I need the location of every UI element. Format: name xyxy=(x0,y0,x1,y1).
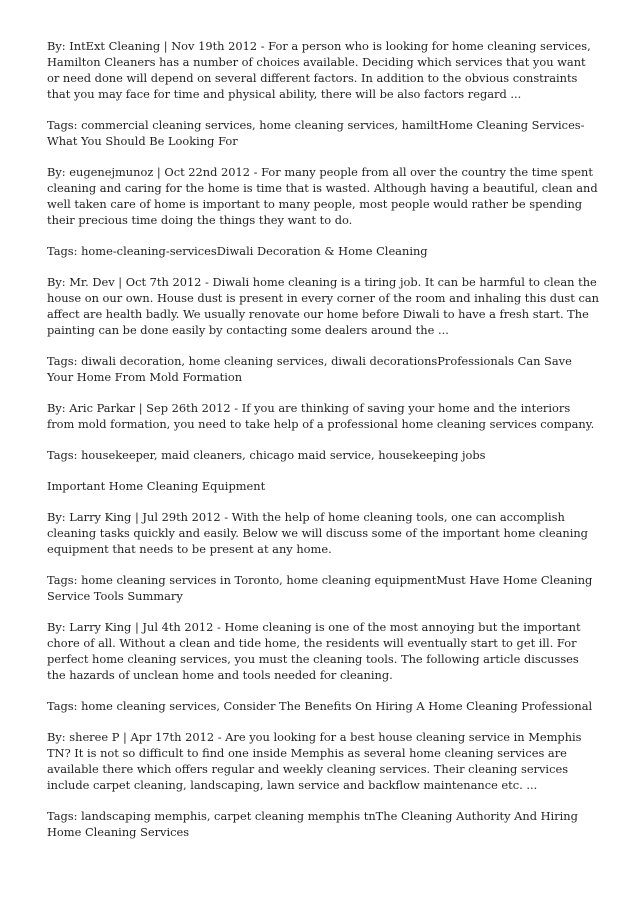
article-tags-line: Tags: diwali decoration, home cleaning services, diwali decorationsProfessionals Can Save Your Home From Mold Formation xyxy=(47,354,572,384)
article-tags-line: Tags: landscaping memphis, carpet cleaning memphis tnThe Cleaning Authority And Hiring Home Cleaning Services xyxy=(47,809,578,839)
article-tags-line: Tags: commercial cleaning services, home cleaning services, hamiltHome Cleaning Services- What You Should Be Looking For xyxy=(47,118,585,148)
article-tags-line: Tags: home-cleaning-servicesDiwali Decoration & Home Cleaning xyxy=(47,244,428,258)
article-summary-sheree-p: By: sheree P | Apr 17th 2012 - Are you looking for a best house cleaning service in Memphis TN? It is not so difficult to find one inside Memphis as several home cleaning services are available there which offers regular and weekly cleaning services. Their cleaning services include carpet cleaning, landscaping, lawn service and backflow maintenance etc. ... xyxy=(47,730,582,792)
article-title: Important Home Cleaning Equipment xyxy=(47,479,266,493)
article-tags-line: Tags: housekeeper, maid cleaners, chicago maid service, housekeeping jobs xyxy=(47,448,486,462)
article-summary-eugenejmunoz: By: eugenejmunoz | Oct 22nd 2012 - For many people from all over the country the time spent cleaning and caring for the home is time that is wasted. Although having a beautiful, clean and well taken care of home is important to many people, most people would rather be spending their precious time doing the things they want to do. xyxy=(47,165,598,227)
article-tags-line: Tags: home cleaning services, Consider The Benefits On Hiring A Home Cleaning Professional xyxy=(47,699,593,713)
article-summary-larry-king-jul-4: By: Larry King | Jul 4th 2012 - Home cleaning is one of the most annoying but the important chore of all. Without a clean and tide home, the residents will eventually start to get ill. For perfect home cleaning services, you must the cleaning tools. The following article discusses the hazards of unclean home and tools needed for cleaning. xyxy=(47,620,581,682)
article-summary-aric-parkar: By: Aric Parkar | Sep 26th 2012 - If you are thinking of saving your home and the interiors from mold formation, you need to take help of a professional home cleaning services company. xyxy=(47,401,595,431)
document-page xyxy=(47,38,599,840)
article-summary-mr-dev: By: Mr. Dev | Oct 7th 2012 - Diwali home cleaning is a tiring job. It can be harmful to clean the house on our own. House dust is present in every corner of the room and inhaling this dust can affect are health badly. We usually renovate our home before Diwali to have a fresh start. The painting can be done easily by contacting some dealers around the ... xyxy=(47,275,599,337)
article-tags-line: Tags: home cleaning services in Toronto, home cleaning equipmentMust Have Home Cleaning Service Tools Summary xyxy=(47,573,593,603)
article-summary-intext-cleaning: By: IntExt Cleaning | Nov 19th 2012 - For a person who is looking for home cleaning services, Hamilton Cleaners has a number of choices available. Deciding which services that you want or need done will depend on several different factors. In addition to the obvious constraints that you may face for time and physical ability, there will be also factors regard ... xyxy=(47,39,591,101)
article-summary-larry-king-jul-29: By: Larry King | Jul 29th 2012 - With the help of home cleaning tools, one can accomplish cleaning tasks quickly and easily. Below we will discuss some of the important home cleaning equipment that needs to be present at any home. xyxy=(47,510,588,556)
